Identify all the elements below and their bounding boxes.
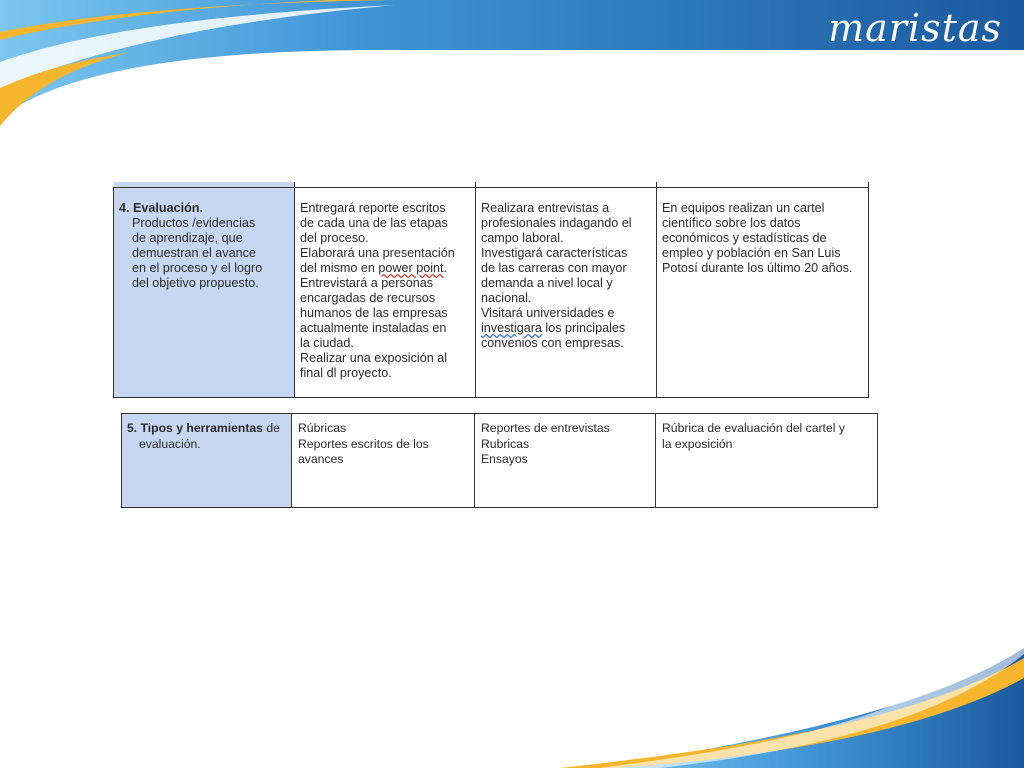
- section5-col2-cell: [475, 414, 656, 508]
- section5-label-cell: [122, 414, 292, 508]
- text-line: convenios con empresas.: [481, 336, 624, 350]
- footer-wave: [0, 618, 1024, 768]
- text-line: Visitará universidades e: [481, 306, 615, 320]
- text-line: campo laboral.: [481, 231, 564, 245]
- section4-label-cell: [114, 188, 295, 398]
- text-line: final dl proyecto.: [300, 366, 392, 380]
- text-line: Rúbricas: [298, 421, 347, 435]
- text-fragment: del mismo en: [300, 261, 379, 275]
- text-line: Ensayos: [481, 452, 528, 466]
- text-line: de cada una de las etapas: [300, 216, 448, 230]
- text-line: Realizar una exposición al: [300, 351, 448, 365]
- section5-title-line2: evaluación.: [139, 436, 201, 451]
- text-line: económicos y estadísticas de: [662, 231, 827, 245]
- text-line: Reportes escritos de los: [298, 436, 429, 451]
- section4-subtitle-line: del objetivo propuesto.: [132, 276, 259, 290]
- text-fragment: . Tipos y herramientas: [133, 421, 263, 435]
- text-line: Potosí durante los último 20 años.: [662, 261, 853, 275]
- power-point-text: power point: [378, 261, 444, 275]
- text-line: encargadas de recursos: [300, 291, 436, 305]
- text-line: empleo y población en San Luis: [662, 246, 841, 260]
- section5-title: [127, 421, 285, 437]
- text-line: [481, 321, 651, 336]
- table-row: [114, 188, 869, 398]
- section4-subtitle-line: demuestran el avance: [132, 246, 256, 260]
- maristas-logo: maristas: [828, 6, 1002, 50]
- text-line: avances: [298, 452, 344, 466]
- text-line: actualmente instaladas en: [300, 321, 447, 335]
- tools-table: [121, 413, 878, 508]
- section5-col3-cell: [656, 414, 878, 508]
- text-line: Rubricas: [481, 436, 530, 451]
- text-line: profesionales indagando el: [481, 216, 632, 230]
- text-line: la ciudad.: [300, 336, 354, 350]
- text-fragment: 5: [127, 421, 134, 435]
- text-fragment: .: [443, 261, 448, 275]
- section4-col2-cell: [476, 188, 657, 398]
- text-line: demanda a nivel local y: [481, 276, 613, 290]
- investigara-text: investigara: [481, 321, 542, 335]
- text-line: nacional.: [481, 291, 532, 305]
- text-line: Entregará reporte escritos: [300, 201, 446, 215]
- text-line: En equipos realizan un cartel: [662, 201, 825, 215]
- section4-title: 4. Evaluación.: [119, 201, 203, 215]
- section4-col1-cell: [295, 188, 476, 398]
- section4-subtitle-line: en el proceso y el logro: [132, 261, 263, 275]
- text-line: Entrevistará a personas: [300, 276, 434, 290]
- section5-col1-cell: [292, 414, 475, 508]
- text-line: Investigará características: [481, 246, 628, 260]
- text-line: la exposición: [662, 436, 733, 451]
- text-line: científico sobre los datos: [662, 216, 801, 230]
- evaluation-table: [113, 182, 869, 398]
- text-fragment: los principales: [541, 321, 626, 335]
- text-line: Rúbrica de evaluación del cartel y: [662, 421, 845, 435]
- text-line: del proceso.: [300, 231, 369, 245]
- text-line: Reportes de entrevistas: [481, 421, 610, 435]
- table-row: [122, 414, 878, 508]
- text-line: [300, 261, 470, 276]
- text-fragment: de: [262, 421, 280, 435]
- text-line: Elaborará una presentación: [300, 246, 455, 260]
- section4-subtitle-line: Productos /evidencias: [132, 216, 256, 230]
- section4-col3-cell: [657, 188, 869, 398]
- text-line: de las carreras con mayor: [481, 261, 627, 275]
- section4-subtitle-line: de aprendizaje, que: [132, 231, 243, 245]
- text-line: Realizara entrevistas a: [481, 201, 610, 215]
- text-line: humanos de las empresas: [300, 306, 448, 320]
